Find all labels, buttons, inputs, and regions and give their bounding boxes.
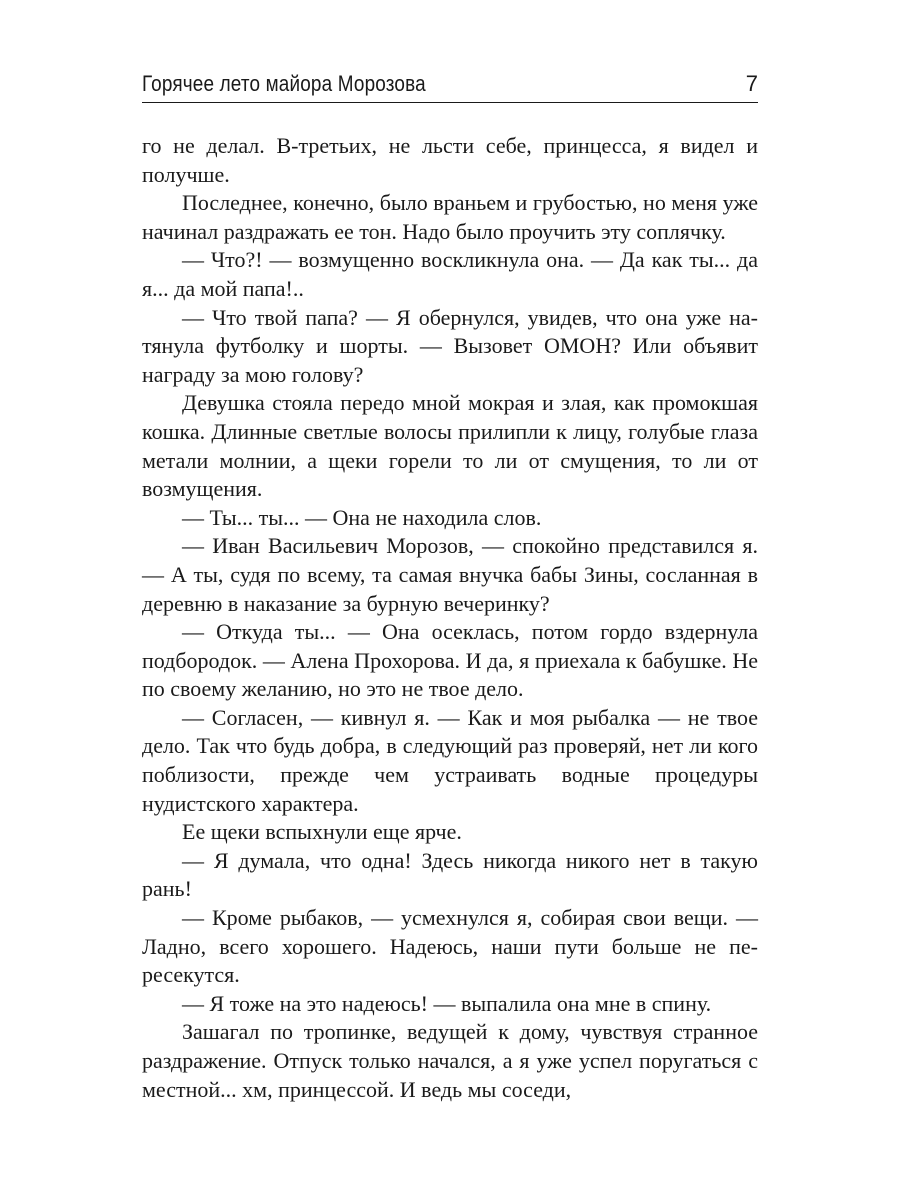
- paragraph: Девушка стояла передо мной мокрая и злая, как промокшая кошка. Длинные светлые волосы прилипли к лицу, голубые глаза метали молнии, а щеки горели то ли от смущения, то ли от возмущения.: [142, 390, 758, 502]
- paragraph-continuation: го не делал. В-третьих, не льсти себе, принцесса, я видел и получше.: [142, 133, 758, 187]
- paragraph: Зашагал по тропинке, ведущей к дому, чувствуя странное раздражение. Отпуск только начался, а я уже успел поругаться с местной... хм, принцессой. И ведь мы соседи,: [142, 1019, 758, 1102]
- page-body: [142, 132, 758, 1104]
- dialogue-line: — Я думала, что одна! Здесь никогда никого нет в такую рань!: [142, 847, 758, 902]
- dialogue-line: — Ты... ты... — Она не находила слов.: [182, 504, 542, 530]
- running-header: [142, 66, 758, 103]
- dialogue-line: — Откуда ты... — Она осеклась, потом гордо вздернула подбородок. — Алена Прохорова. И да, я приехала к бабушке. Не по своему желанию, но это не твое дело.: [142, 619, 758, 702]
- dialogue-line: — Я тоже на это надеюсь! — выпалила она мне в спину.: [182, 990, 712, 1016]
- dialogue-line: — Согласен, — кивнул я. — Как и моя рыбалка — не твое дело. Так что будь добра, в следующий раз проверяй, нет ли кого поблизости, прежде чем устраивать водные процедуры нудистского характера.: [142, 704, 758, 816]
- dialogue-line: — Что?! — возмущенно воскликнула она. — Да как ты... да я... да мой папа!..: [142, 247, 758, 301]
- book-title: Горячее лето майора Морозова: [142, 71, 426, 96]
- dialogue-line: — Иван Васильевич Морозов, — спокойно представился я. — А ты, судя по всему, та самая внучка бабы Зины, сосланная в деревню в наказание за бурную вечеринку?: [142, 533, 758, 616]
- paragraph: Ее щеки вспыхнули еще ярче.: [182, 819, 462, 845]
- page-number: 7: [745, 71, 758, 96]
- paragraph: Последнее, конечно, было враньем и грубостью, но меня уже начинал раздражать ее тон. Надо было проучить эту соплячку.: [142, 190, 758, 244]
- dialogue-line: — Что твой папа? — Я обернулся, увидев, что она уже натянула футболку и шорты. — Вызовет ОМОН? Или объявит награду за мою голову?: [142, 304, 758, 387]
- dialogue-line: — Кроме рыбаков, — усмехнулся я, собирая свои вещи. — Ладно, всего хорошего. Надеюсь, наши пути больше не пересекутся.: [142, 905, 758, 988]
